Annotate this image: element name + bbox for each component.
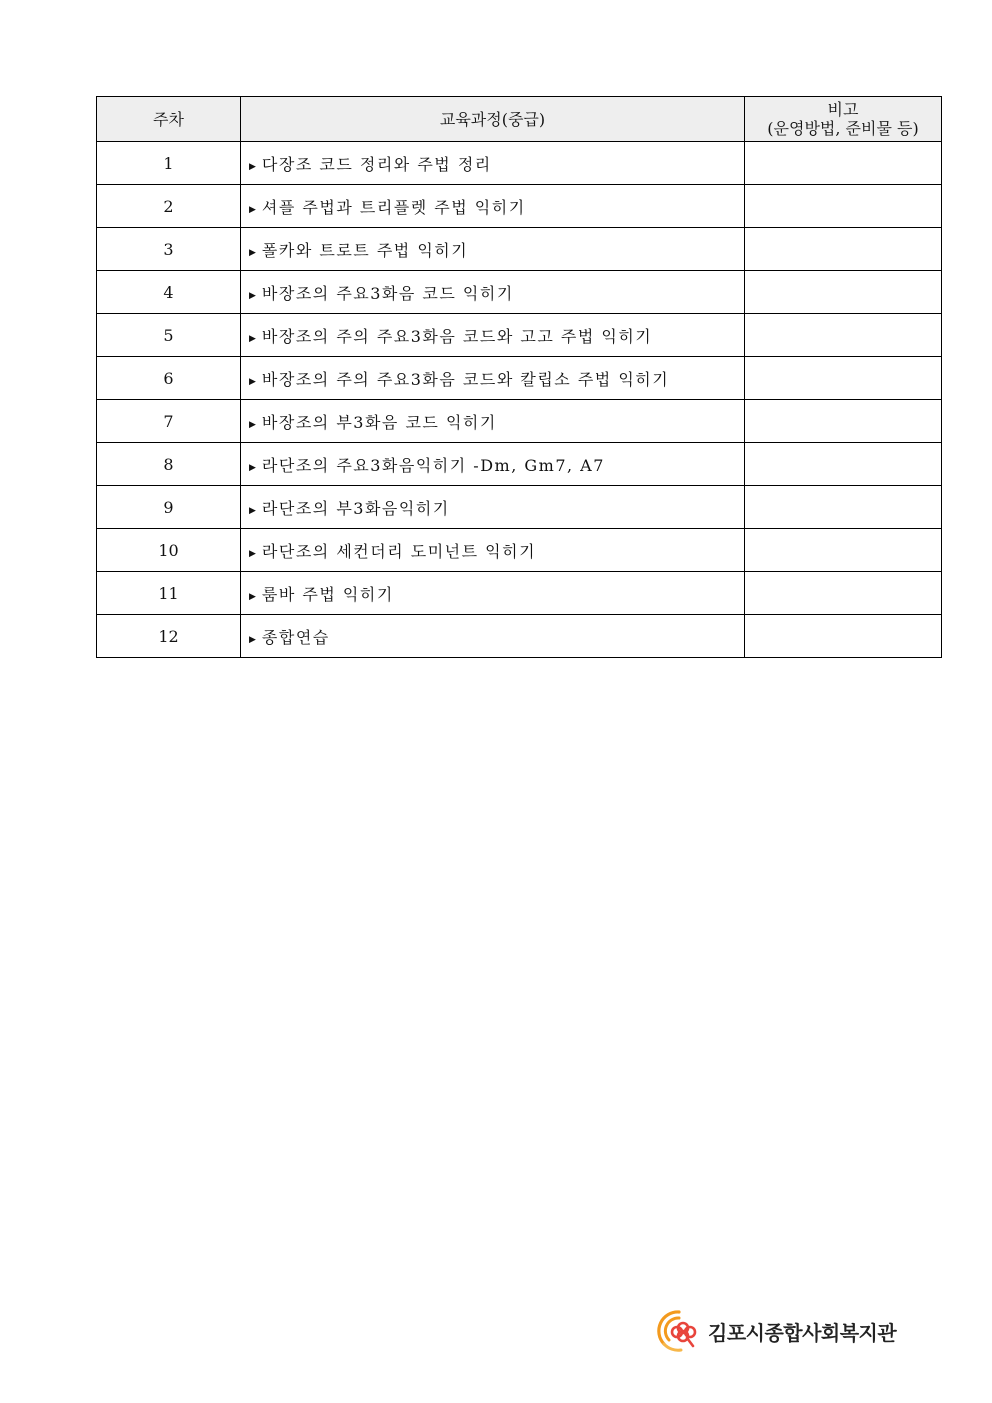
bullet-triangle-icon: ▶ bbox=[249, 634, 256, 645]
note-cell bbox=[745, 400, 942, 443]
topic-cell bbox=[241, 529, 745, 572]
week-cell: 1 bbox=[97, 142, 241, 185]
table-row bbox=[97, 271, 942, 314]
table-row bbox=[97, 228, 942, 271]
week-cell: 9 bbox=[97, 486, 241, 529]
note-cell bbox=[745, 486, 942, 529]
note-cell bbox=[745, 443, 942, 486]
table-row bbox=[97, 615, 942, 658]
table-row bbox=[97, 314, 942, 357]
table-row bbox=[97, 142, 942, 185]
note-cell bbox=[745, 185, 942, 228]
topic-cell bbox=[241, 185, 745, 228]
bullet-triangle-icon: ▶ bbox=[249, 548, 256, 559]
table-row bbox=[97, 486, 942, 529]
topic-cell bbox=[241, 142, 745, 185]
table-row bbox=[97, 572, 942, 615]
topic-text: 셔플 주법과 트리플렛 주법 익히기 bbox=[261, 197, 526, 217]
note-cell bbox=[745, 357, 942, 400]
note-cell bbox=[745, 314, 942, 357]
week-cell: 3 bbox=[97, 228, 241, 271]
bullet-triangle-icon: ▶ bbox=[249, 333, 256, 344]
bullet-triangle-icon: ▶ bbox=[249, 247, 256, 258]
topic-cell bbox=[241, 400, 745, 443]
topic-text: 바장조의 주의 주요3화음 코드와 칼립소 주법 익히기 bbox=[261, 369, 670, 389]
table-row bbox=[97, 185, 942, 228]
bullet-triangle-icon: ▶ bbox=[249, 290, 256, 301]
header-note-line1: 비고 bbox=[827, 100, 859, 119]
bullet-triangle-icon: ▶ bbox=[249, 419, 256, 430]
table-row bbox=[97, 357, 942, 400]
topic-cell bbox=[241, 443, 745, 486]
topic-text: 룸바 주법 익히기 bbox=[261, 584, 394, 604]
topic-text: 바장조의 주요3화음 코드 익히기 bbox=[261, 283, 514, 303]
topic-cell bbox=[241, 357, 745, 400]
bullet-triangle-icon: ▶ bbox=[249, 591, 256, 602]
topic-text: 폴카와 트로트 주법 익히기 bbox=[261, 240, 469, 260]
topic-cell bbox=[241, 271, 745, 314]
table-body bbox=[97, 142, 942, 658]
note-cell bbox=[745, 142, 942, 185]
note-cell bbox=[745, 615, 942, 658]
note-cell bbox=[745, 572, 942, 615]
week-cell: 6 bbox=[97, 357, 241, 400]
table-row bbox=[97, 400, 942, 443]
topic-text: 종합연습 bbox=[261, 627, 330, 647]
week-cell: 11 bbox=[97, 572, 241, 615]
topic-cell bbox=[241, 572, 745, 615]
topic-text: 바장조의 주의 주요3화음 코드와 고고 주법 익히기 bbox=[261, 326, 653, 346]
week-cell: 5 bbox=[97, 314, 241, 357]
header-week: 주차 bbox=[97, 97, 241, 142]
header-curriculum: 교육과정(중급) bbox=[241, 97, 745, 142]
topic-cell bbox=[241, 228, 745, 271]
topic-text: 다장조 코드 정리와 주법 정리 bbox=[261, 154, 492, 174]
table-row bbox=[97, 443, 942, 486]
topic-cell bbox=[241, 615, 745, 658]
bullet-triangle-icon: ▶ bbox=[249, 204, 256, 215]
bullet-triangle-icon: ▶ bbox=[249, 161, 256, 172]
bullet-triangle-icon: ▶ bbox=[249, 376, 256, 387]
bullet-triangle-icon: ▶ bbox=[249, 505, 256, 516]
note-cell bbox=[745, 529, 942, 572]
curriculum-table bbox=[96, 96, 942, 658]
footer-logo-text: 김포시종합사회복지관 bbox=[708, 1320, 897, 1345]
week-cell: 8 bbox=[97, 443, 241, 486]
header-note bbox=[745, 97, 942, 142]
bullet-triangle-icon: ▶ bbox=[249, 462, 256, 473]
header-row bbox=[97, 97, 942, 142]
topic-text: 라단조의 주요3화음익히기 -Dm, Gm7, A7 bbox=[261, 455, 605, 475]
table-row bbox=[97, 529, 942, 572]
week-cell: 4 bbox=[97, 271, 241, 314]
week-cell: 12 bbox=[97, 615, 241, 658]
clover-heart-logo-icon bbox=[656, 1308, 702, 1354]
topic-text: 바장조의 부3화음 코드 익히기 bbox=[261, 412, 497, 432]
note-cell bbox=[745, 271, 942, 314]
table-header bbox=[97, 97, 942, 142]
week-cell: 2 bbox=[97, 185, 241, 228]
topic-cell bbox=[241, 314, 745, 357]
topic-text: 라단조의 세컨더리 도미넌트 익히기 bbox=[261, 541, 537, 561]
week-cell: 10 bbox=[97, 529, 241, 572]
topic-text: 라단조의 부3화음익히기 bbox=[261, 498, 450, 518]
week-cell: 7 bbox=[97, 400, 241, 443]
topic-cell bbox=[241, 486, 745, 529]
footer-logo bbox=[656, 1308, 896, 1354]
header-note-line2: (운영방법, 준비물 등) bbox=[767, 119, 919, 138]
note-cell bbox=[745, 228, 942, 271]
